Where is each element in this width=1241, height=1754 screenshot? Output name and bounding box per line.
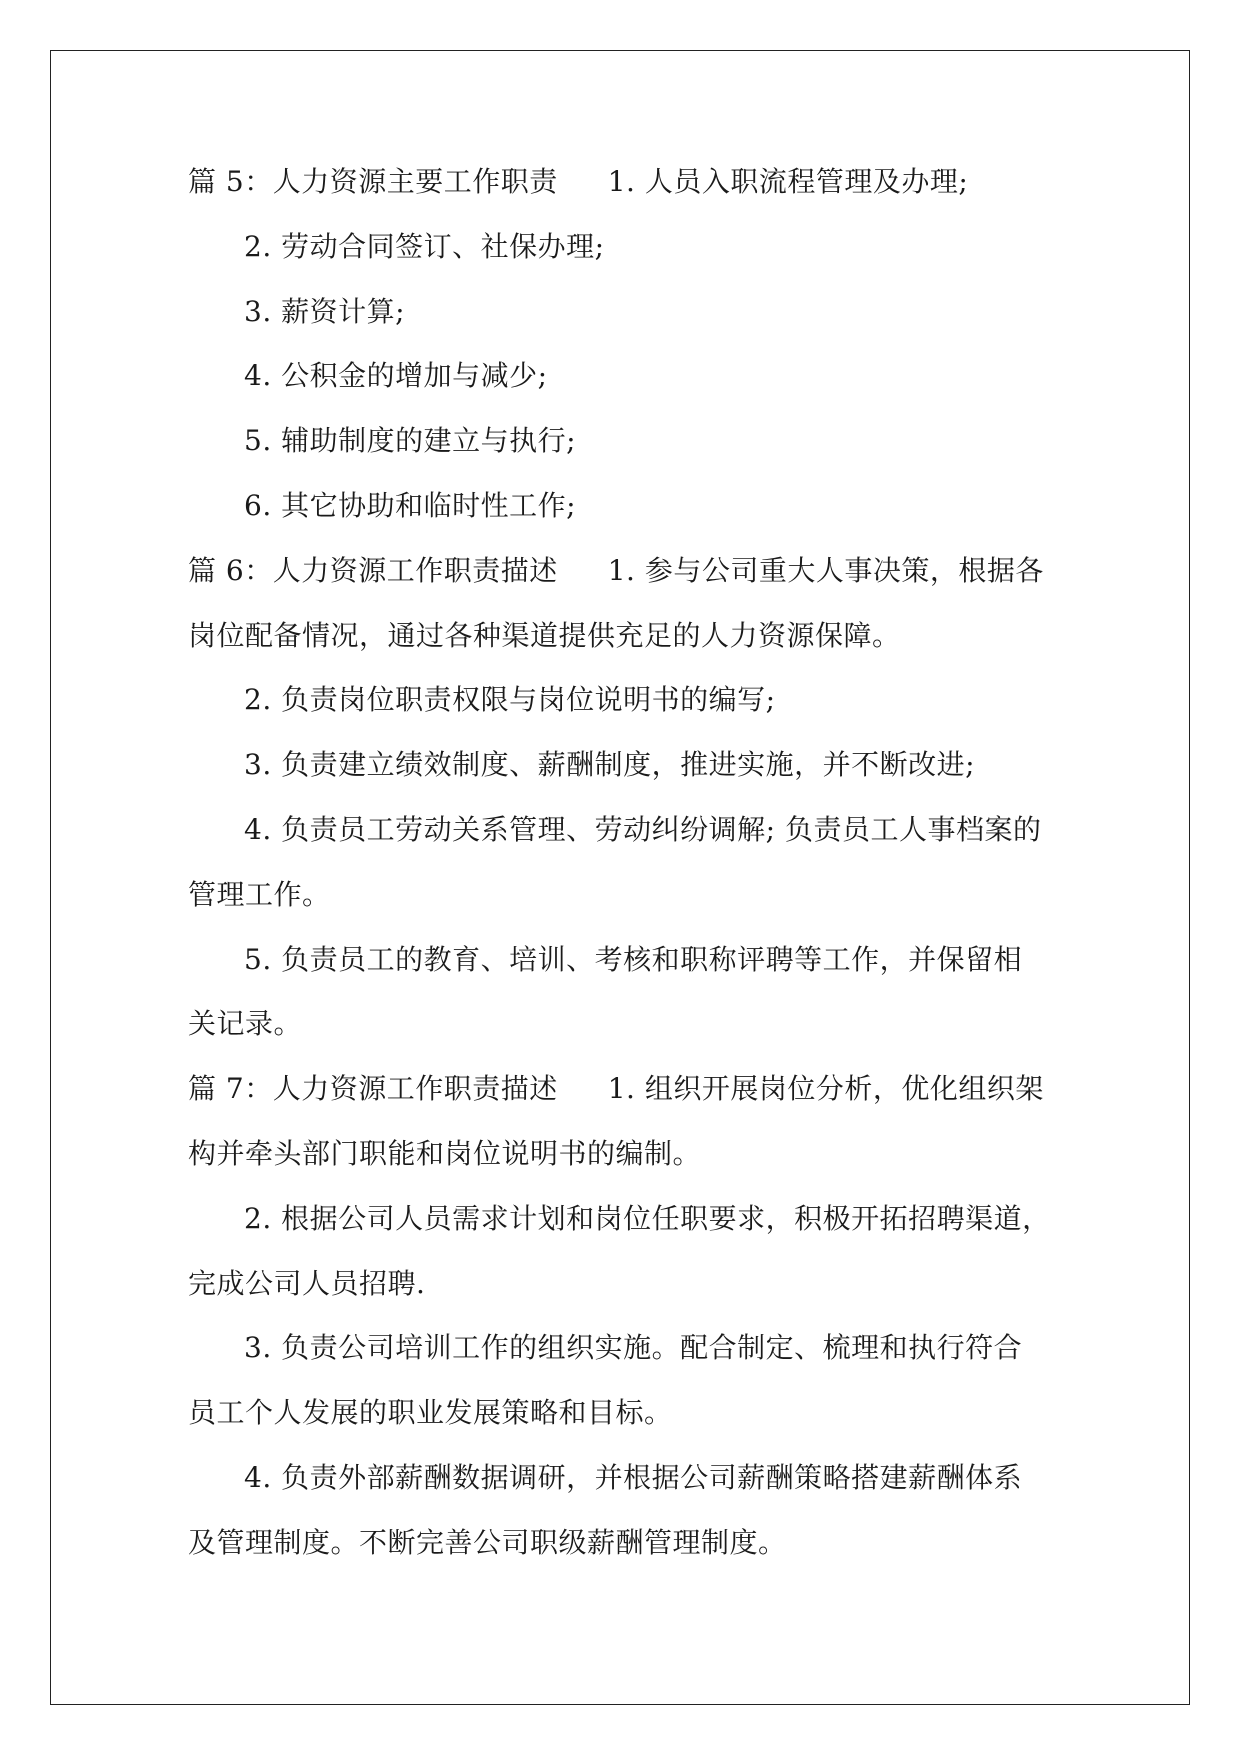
continuation-line: 完成公司人员招聘.: [188, 1266, 426, 1300]
list-item: 3. 薪资计算;: [244, 294, 406, 328]
section-6-title: 篇 6：人力资源工作职责描述: [188, 553, 558, 587]
list-item: 1. 人员入职流程管理及办理;: [607, 165, 969, 198]
list-item: 5. 负责员工的教育、培训、考核和职称评聘等工作，并保留相: [244, 942, 1023, 976]
list-item: 5. 辅助制度的建立与执行;: [244, 424, 577, 458]
list-item: 3. 负责建立绩效制度、薪酬制度，推进实施，并不断改进;: [244, 748, 976, 782]
section-5-heading-line: [188, 150, 1058, 215]
list-item: 4. 公积金的增加与减少;: [244, 359, 548, 393]
list-item: 2. 负责岗位职责权限与岗位说明书的编写;: [244, 683, 776, 717]
list-item: 1. 参与公司重大人事决策，根据各: [607, 553, 1044, 587]
list-item: 2. 根据公司人员需求计划和岗位任职要求，积极开拓招聘渠道，: [244, 1201, 1051, 1235]
continuation-line: 员工个人发展的职业发展策略和目标。: [188, 1396, 673, 1430]
section-7-title: 篇 7：人力资源工作职责描述: [188, 1072, 558, 1106]
continuation-line: 及管理制度。不断完善公司职级薪酬管理制度。: [188, 1525, 787, 1559]
section-5-title: 篇 5：人力资源主要工作职责: [188, 165, 558, 198]
continuation-line: 管理工作。: [188, 877, 331, 911]
section-6-heading-line: [188, 539, 1058, 604]
continuation-line: 构并牵头部门职能和岗位说明书的编制。: [188, 1136, 702, 1170]
continuation-line: 岗位配备情况，通过各种渠道提供充足的人力资源保障。: [188, 618, 901, 652]
list-item: 4. 负责外部薪酬数据调研，并根据公司薪酬策略搭建薪酬体系: [244, 1460, 1023, 1494]
list-item: 6. 其它协助和临时性工作;: [244, 488, 577, 522]
section-7-heading-line: [188, 1057, 1058, 1122]
list-item: 1. 组织开展岗位分析，优化组织架: [607, 1072, 1044, 1106]
list-item: 4. 负责员工劳动关系管理、劳动纠纷调解; 负责员工人事档案的: [244, 812, 1042, 846]
list-item: 2. 劳动合同签订、社保办理;: [244, 229, 605, 263]
list-item: 3. 负责公司培训工作的组织实施。配合制定、梳理和执行符合: [244, 1331, 1023, 1365]
document-body: [188, 150, 1058, 1576]
continuation-line: 关记录。: [188, 1007, 303, 1041]
